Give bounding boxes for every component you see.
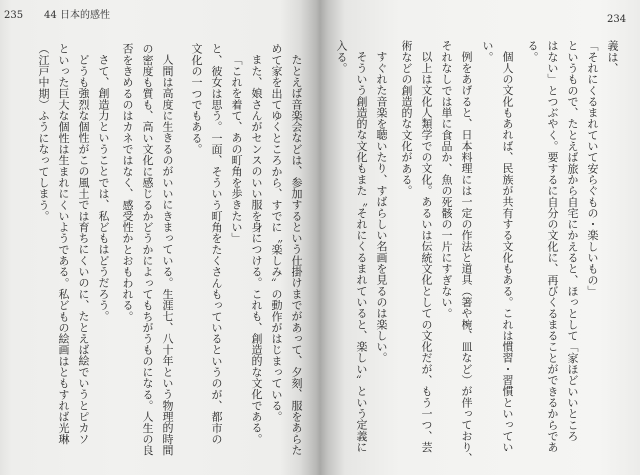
text-line: 入る。 [335, 40, 348, 74]
page-number: 234 [607, 14, 627, 25]
text-line: 例をあげると、日本料理には一定の作法と道具（箸や椀、皿など）が伴っており、 [460, 51, 473, 464]
text-line: 「これを着て、あの町角を歩きたい」 [230, 54, 243, 244]
text-line: また、娘さんがセンスのいい服を身につける。これも、創造的な文化である。 [250, 54, 263, 445]
text-line: はない」とつぶやく。要するに自分の文化に、再びくるまることができるからであ [546, 40, 559, 453]
text-line: さて、創造力ということでは、私どもはどうだろう。 [97, 54, 110, 322]
chapter-number: 44 [44, 10, 57, 21]
running-title: 日本的感性 [60, 10, 110, 21]
text-line: る。 [526, 40, 539, 63]
right-page [322, 0, 640, 475]
text-line: すぐれた音楽を聴いたり、すばらしい名画を見るのは楽しい。 [375, 51, 388, 364]
text-line: と、彼女は思う。一面、そういう町角をたくさんもっているというのが、都市の [210, 43, 223, 445]
text-line: といった巨大な個性は生まれにくいようである。私どもの絵画はともすれば光琳 [57, 43, 70, 445]
text-line: たとえば音楽会などは、参加するという仕掛けまでがあって、夕刻、服をあらた [290, 54, 303, 456]
text-line: 術などの創造的な文化がある。 [400, 40, 413, 197]
text-line: 個人の文化もあれば、民族が共有する文化もある。これは慣習・習慣といってい [501, 51, 514, 453]
page-number: 235 [4, 10, 24, 21]
text-line: そういう創造的な文化もまた〝それにくるまれていると、楽しい〟という定義に [355, 51, 368, 453]
text-line: めて家を出てゆくところから、すでに〝楽しみ〟の動作がはじまっている。 [270, 43, 283, 423]
text-line: （江戸中期）ふうになってしまう。 [37, 43, 50, 222]
text-line: 文化の一つでもある。 [190, 43, 203, 155]
text-line: どうも強烈な個性がこの風土では育ちにくいのに、たとえば絵でいうとピカソ [77, 54, 90, 445]
text-line: というもので、たとえば旅から自宅にかえると、ほっとして「家ほどいいところ [566, 40, 579, 442]
text-line: 以上は文化人類学での文化。あるいは伝統文化としての文化だが、もう一つ、芸 [420, 51, 433, 453]
text-line: 義は、 [606, 40, 619, 74]
text-line: 「それにくるまれていて安らぐもの・楽しいもの」 [586, 40, 599, 297]
text-line: 人間は高度に生きるのがいいにきまっている。生涯七、八十年という物理的時間 [161, 54, 174, 456]
text-line: それなしでは単に食品か、魚の死骸の一片にすぎない。 [440, 40, 453, 319]
text-line: 否をきめるのはカネではなく、感受性かとおもわれる。 [121, 43, 134, 322]
text-line: い。 [481, 40, 494, 63]
left-page [0, 0, 318, 475]
text-line: の密度も質も、高い文化に感じるかどうかによってもちがうものになる。人生の良 [141, 43, 154, 456]
